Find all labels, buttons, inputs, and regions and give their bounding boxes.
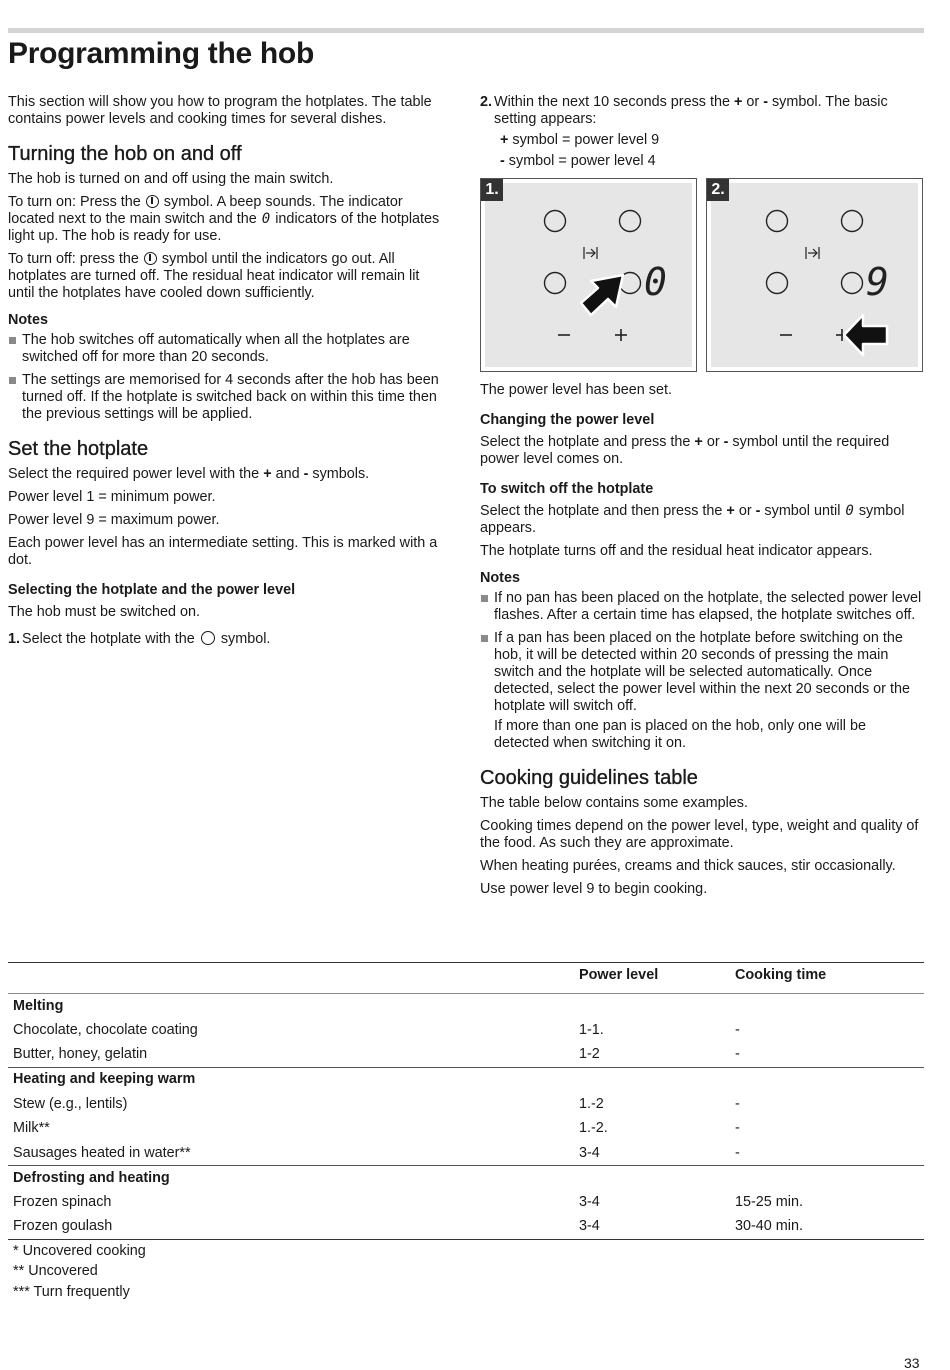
turn-on-paragraph: To turn on: Press the symbol. A beep sounds. The indicator located next to the main switch and the 0 indicators of the hotplates light up. The hob is ready for use. bbox=[8, 194, 440, 244]
note-extra: If more than one pan is placed on the hob, only one will be detected when switching it on. bbox=[494, 718, 867, 751]
hotplate-ring-icon bbox=[545, 273, 566, 294]
timer-icon bbox=[806, 247, 819, 259]
table-group-row: Defrosting and heating bbox=[8, 1166, 924, 1191]
table-row: Sausages heated in water** 3-4 - bbox=[13, 1144, 740, 1161]
table-row: Milk** 1.-2. - bbox=[13, 1120, 740, 1137]
note-item: If a pan has been placed on the hotplate before switching on the hob, it will be detected within 20 seconds of pressing the main switch and the hotplate will be selected automatically. Once detected, select the power level within the next 20 seconds or the hotplate will switch off. If more than one pan is placed on the hob, only one will be detected when switching it on. bbox=[480, 630, 924, 752]
control-panel-step-2 bbox=[706, 178, 923, 372]
sub-heading-selecting: Selecting the hotplate and the power level bbox=[8, 582, 296, 598]
hotplate-ring-icon bbox=[620, 211, 641, 232]
power-display-digit: 0 bbox=[644, 260, 667, 304]
page-title: Programming the hob bbox=[8, 37, 314, 70]
table-header-cell bbox=[8, 963, 574, 994]
power-display-digit: 9 bbox=[866, 260, 889, 304]
bullet-square-icon bbox=[9, 337, 16, 344]
timer-icon bbox=[584, 247, 597, 259]
right-column bbox=[480, 94, 924, 904]
pointer-arrow-icon bbox=[844, 315, 887, 355]
step-2: 2. Within the next 10 seconds press the + or - symbol. The basic setting appears: bbox=[480, 94, 888, 127]
table-footnotes bbox=[13, 1243, 146, 1304]
table-header-row bbox=[8, 963, 924, 994]
table-row: Frozen spinach 3-4 15-25 min. bbox=[13, 1194, 803, 1211]
hotplate-ring-icon bbox=[842, 211, 863, 232]
table-row: Frozen goulash 3-4 30-40 min. bbox=[8, 1215, 924, 1240]
set-paragraph-4: Each power level has an intermediate setting. This is marked with a dot. bbox=[8, 535, 438, 568]
plus-symbol: + bbox=[733, 94, 743, 110]
set-paragraph-1: Select the required power level with the + and - symbols. bbox=[8, 466, 370, 482]
bullet-square-icon bbox=[481, 635, 488, 642]
changing-paragraph: Select the hotplate and press the + or - symbol until the required power level comes on. bbox=[480, 434, 890, 467]
section-heading-turning: Turning the hob on and off bbox=[8, 143, 242, 165]
section-heading-set-hotplate: Set the hotplate bbox=[8, 438, 149, 460]
turning-paragraph-1: The hob is turned on and off using the main switch. bbox=[8, 171, 334, 187]
page-number: 33 bbox=[904, 1355, 920, 1370]
zero-indicator-icon: 0 bbox=[845, 503, 854, 519]
guidelines-paragraph-4: Use power level 9 to begin cooking. bbox=[480, 881, 708, 897]
power-level-set-paragraph: The power level has been set. bbox=[480, 382, 672, 398]
set-paragraph-2: Power level 1 = minimum power. bbox=[8, 489, 216, 505]
plus-icon bbox=[615, 329, 627, 341]
control-panel-illustrations bbox=[480, 178, 924, 372]
pointer-arrow-icon bbox=[581, 275, 623, 315]
table-header-cell: Cooking time bbox=[730, 963, 924, 994]
note-item: If no pan has been placed on the hotplate, the selected power level flashes. After a certain time has elapsed, the hotplate switches off. bbox=[480, 590, 924, 624]
step-1: 1. Select the hotplate with the symbol. bbox=[8, 631, 271, 647]
note-item: The settings are memorised for 4 seconds after the hob has been turned off. If the hotplate is switched back on within this time then the previous settings will be applied. bbox=[8, 372, 448, 423]
panel-2-graphic bbox=[711, 183, 920, 369]
guidelines-paragraph-1: The table below contains some examples. bbox=[480, 795, 748, 811]
table-group-row: Heating and keeping warm bbox=[8, 1067, 924, 1092]
control-panel-step-1 bbox=[480, 178, 697, 372]
sub-heading-changing: Changing the power level bbox=[480, 412, 655, 428]
header-rule bbox=[8, 28, 924, 33]
minus-symbol: - bbox=[763, 94, 768, 110]
footnote: ** Uncovered bbox=[13, 1263, 98, 1280]
cooking-guidelines-table bbox=[8, 962, 924, 1240]
switch-off-paragraph: Select the hotplate and then press the + or - symbol until 0 symbol appears. bbox=[480, 503, 905, 536]
set-paragraph-5: The hob must be switched on. bbox=[8, 604, 200, 620]
plus-setting-line: + symbol = power level 9 bbox=[500, 132, 660, 148]
guidelines-paragraph-3: When heating purées, creams and thick sauces, stir occasionally. bbox=[480, 858, 896, 874]
turn-off-paragraph: To turn off: press the symbol until the indicators go out. All hotplates are turned off. The residual heat indicator will remain lit until the hotplates have cooled down sufficiently. bbox=[8, 251, 420, 301]
note-item: The hob switches off automatically when all the hotplates are switched off for more than 20 seconds. bbox=[8, 332, 448, 366]
hotplate-ring-icon bbox=[842, 273, 863, 294]
left-column bbox=[8, 94, 448, 652]
section-heading-guidelines: Cooking guidelines table bbox=[480, 767, 698, 789]
table-row: Chocolate, chocolate coating 1-1. - bbox=[13, 1021, 740, 1038]
table-row: Butter, honey, gelatin 1-2 - bbox=[13, 1046, 740, 1063]
table-header-cell: Power level bbox=[574, 963, 730, 994]
notes-heading: Notes bbox=[8, 312, 48, 328]
bullet-square-icon bbox=[9, 377, 16, 384]
power-icon bbox=[146, 195, 159, 208]
hotplate-ring-icon bbox=[201, 631, 215, 645]
notes-heading: Notes bbox=[480, 570, 520, 586]
minus-symbol: - bbox=[303, 466, 309, 482]
bullet-square-icon bbox=[481, 595, 488, 602]
guidelines-paragraph-2: Cooking times depend on the power level, type, weight and quality of the food. As such they are approximate. bbox=[480, 818, 919, 851]
plus-symbol: + bbox=[263, 466, 272, 482]
sub-heading-switch-off: To switch off the hotplate bbox=[480, 481, 654, 497]
footnote: * Uncovered cooking bbox=[13, 1243, 146, 1259]
panel-1-graphic bbox=[485, 183, 694, 369]
table-group-row: Melting bbox=[13, 997, 64, 1014]
hotplate-ring-icon bbox=[545, 211, 566, 232]
minus-setting-line: - symbol = power level 4 bbox=[500, 153, 656, 169]
hotplate-ring-icon bbox=[767, 211, 788, 232]
intro-paragraph: This section will show you how to program the hotplates. The table contains power levels and cooking times for several dishes. bbox=[8, 94, 432, 127]
table-row: Stew (e.g., lentils) 1.-2 - bbox=[13, 1095, 740, 1112]
step-badge: 1. bbox=[481, 179, 503, 201]
set-paragraph-3: Power level 9 = maximum power. bbox=[8, 512, 220, 528]
zero-indicator-icon: 0 bbox=[261, 211, 271, 227]
footnote: *** Turn frequently bbox=[13, 1283, 130, 1300]
step-badge: 2. bbox=[707, 179, 729, 201]
switch-off-paragraph-2: The hotplate turns off and the residual heat indicator appears. bbox=[480, 543, 873, 559]
hotplate-ring-icon bbox=[767, 273, 788, 294]
power-icon bbox=[144, 252, 157, 265]
